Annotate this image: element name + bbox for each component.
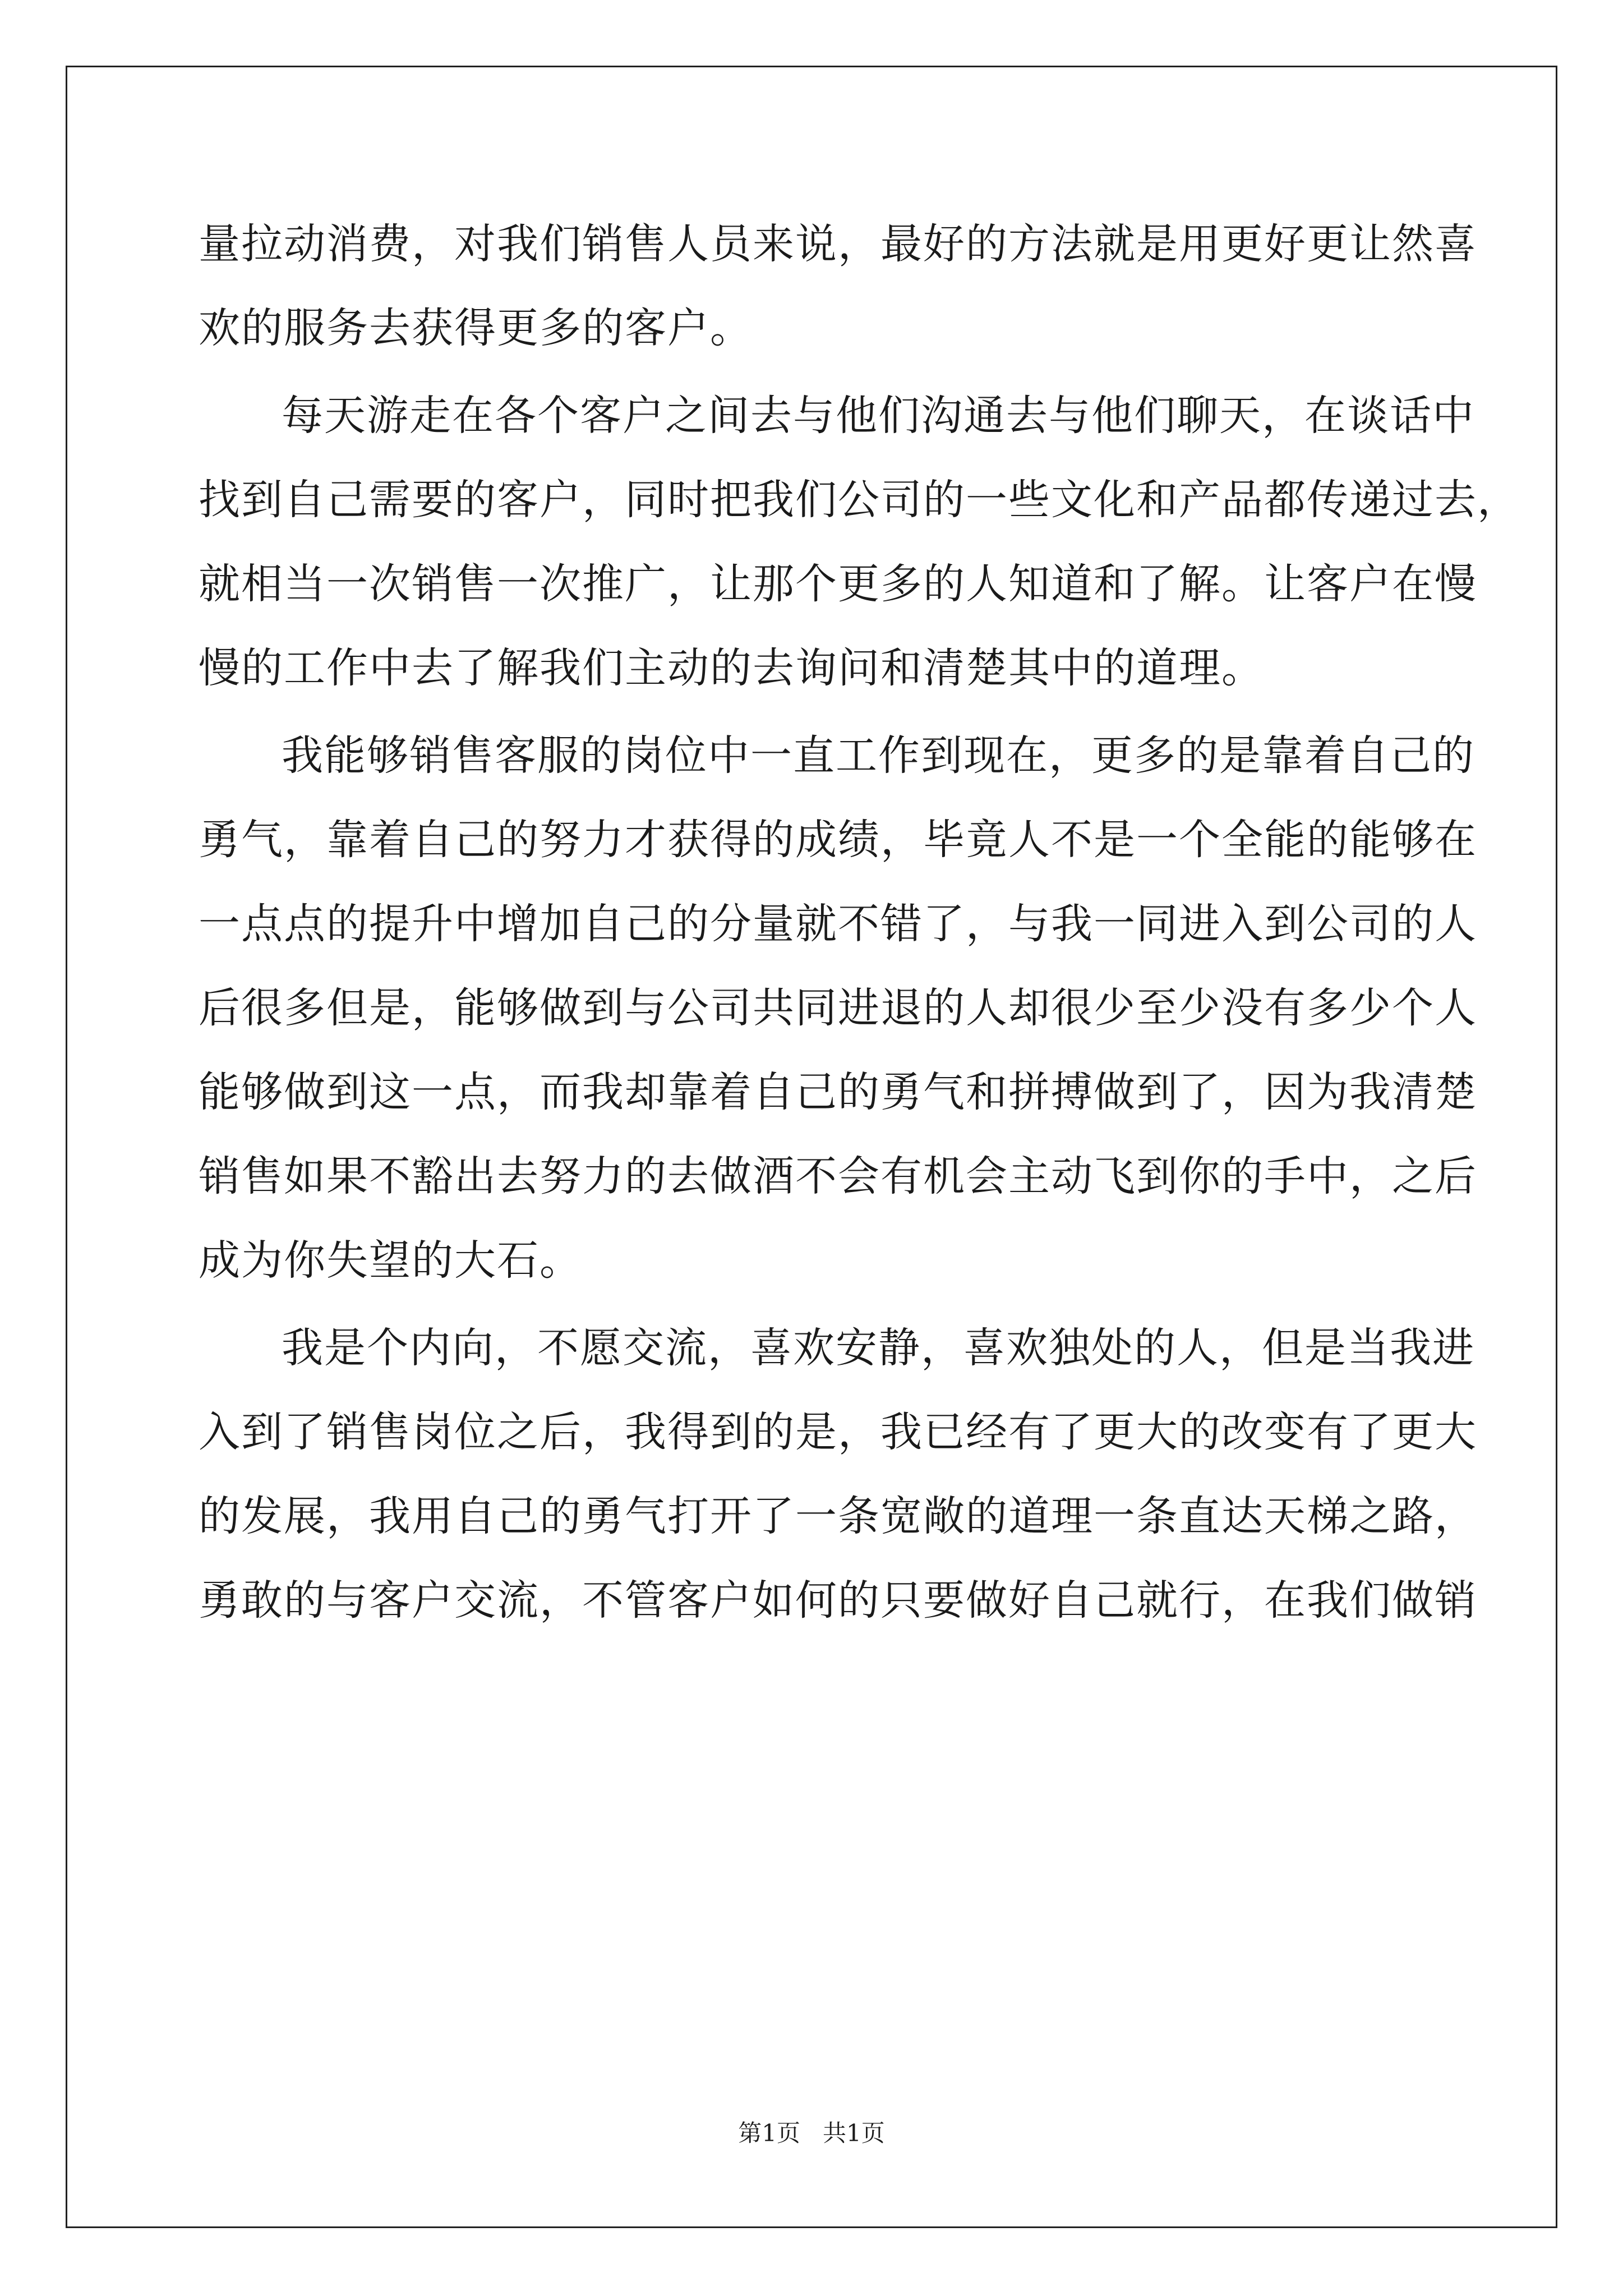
text-line: 慢的工作中去了解我们主动的去询问和清楚其中的道理。	[199, 644, 1264, 692]
text-line: 每天游走在各个客户之间去与他们沟通去与他们聊天，在谈话中	[282, 392, 1475, 440]
text-line: 欢的服务去获得更多的客户。	[199, 304, 753, 352]
page-footer	[0, 2115, 1623, 2148]
text-line: 成为你失望的大石。	[199, 1236, 582, 1285]
text-line: 勇敢的与客户交流，不管客户如何的只要做好自己就行，在我们做销	[199, 1576, 1477, 1625]
text-line: 就相当一次销售一次推广，让那个更多的人知道和了解。让客户在慢	[199, 560, 1477, 608]
document-body	[199, 202, 1520, 1642]
text-line: 销售如果不豁出去努力的去做酒不会有机会主动飞到你的手中，之后	[199, 1152, 1477, 1200]
text-line: 勇气，靠着自己的努力才获得的成绩，毕竟人不是一个全能的能够在	[199, 816, 1477, 864]
text-line: 后很多但是，能够做到与公司共同进退的人却很少至少没有多少个人	[199, 984, 1477, 1032]
text-line: 一点点的提升中增加自己的分量就不错了，与我一同进入到公司的人	[199, 900, 1477, 948]
text-line: 的发展，我用自己的勇气打开了一条宽敞的道理一条直达天梯之路，	[199, 1492, 1477, 1540]
page-number: 第1页	[738, 2119, 800, 2147]
page-total: 共1页	[823, 2119, 885, 2147]
text-line: 找到自己需要的客户，同时把我们公司的一些文化和产品都传递过去，	[199, 476, 1520, 524]
text-line: 我是个内向，不愿交流，喜欢安静，喜欢独处的人，但是当我进	[282, 1324, 1475, 1372]
text-line: 我能够销售客服的岗位中一直工作到现在，更多的是靠着自己的	[282, 731, 1475, 780]
text-line: 量拉动消费，对我们销售人员来说，最好的方法就是用更好更让然喜	[199, 220, 1477, 268]
text-line: 能够做到这一点，而我却靠着自己的勇气和拼搏做到了，因为我清楚	[199, 1068, 1477, 1116]
text-line: 入到了销售岗位之后，我得到的是，我已经有了更大的改变有了更大	[199, 1408, 1477, 1456]
